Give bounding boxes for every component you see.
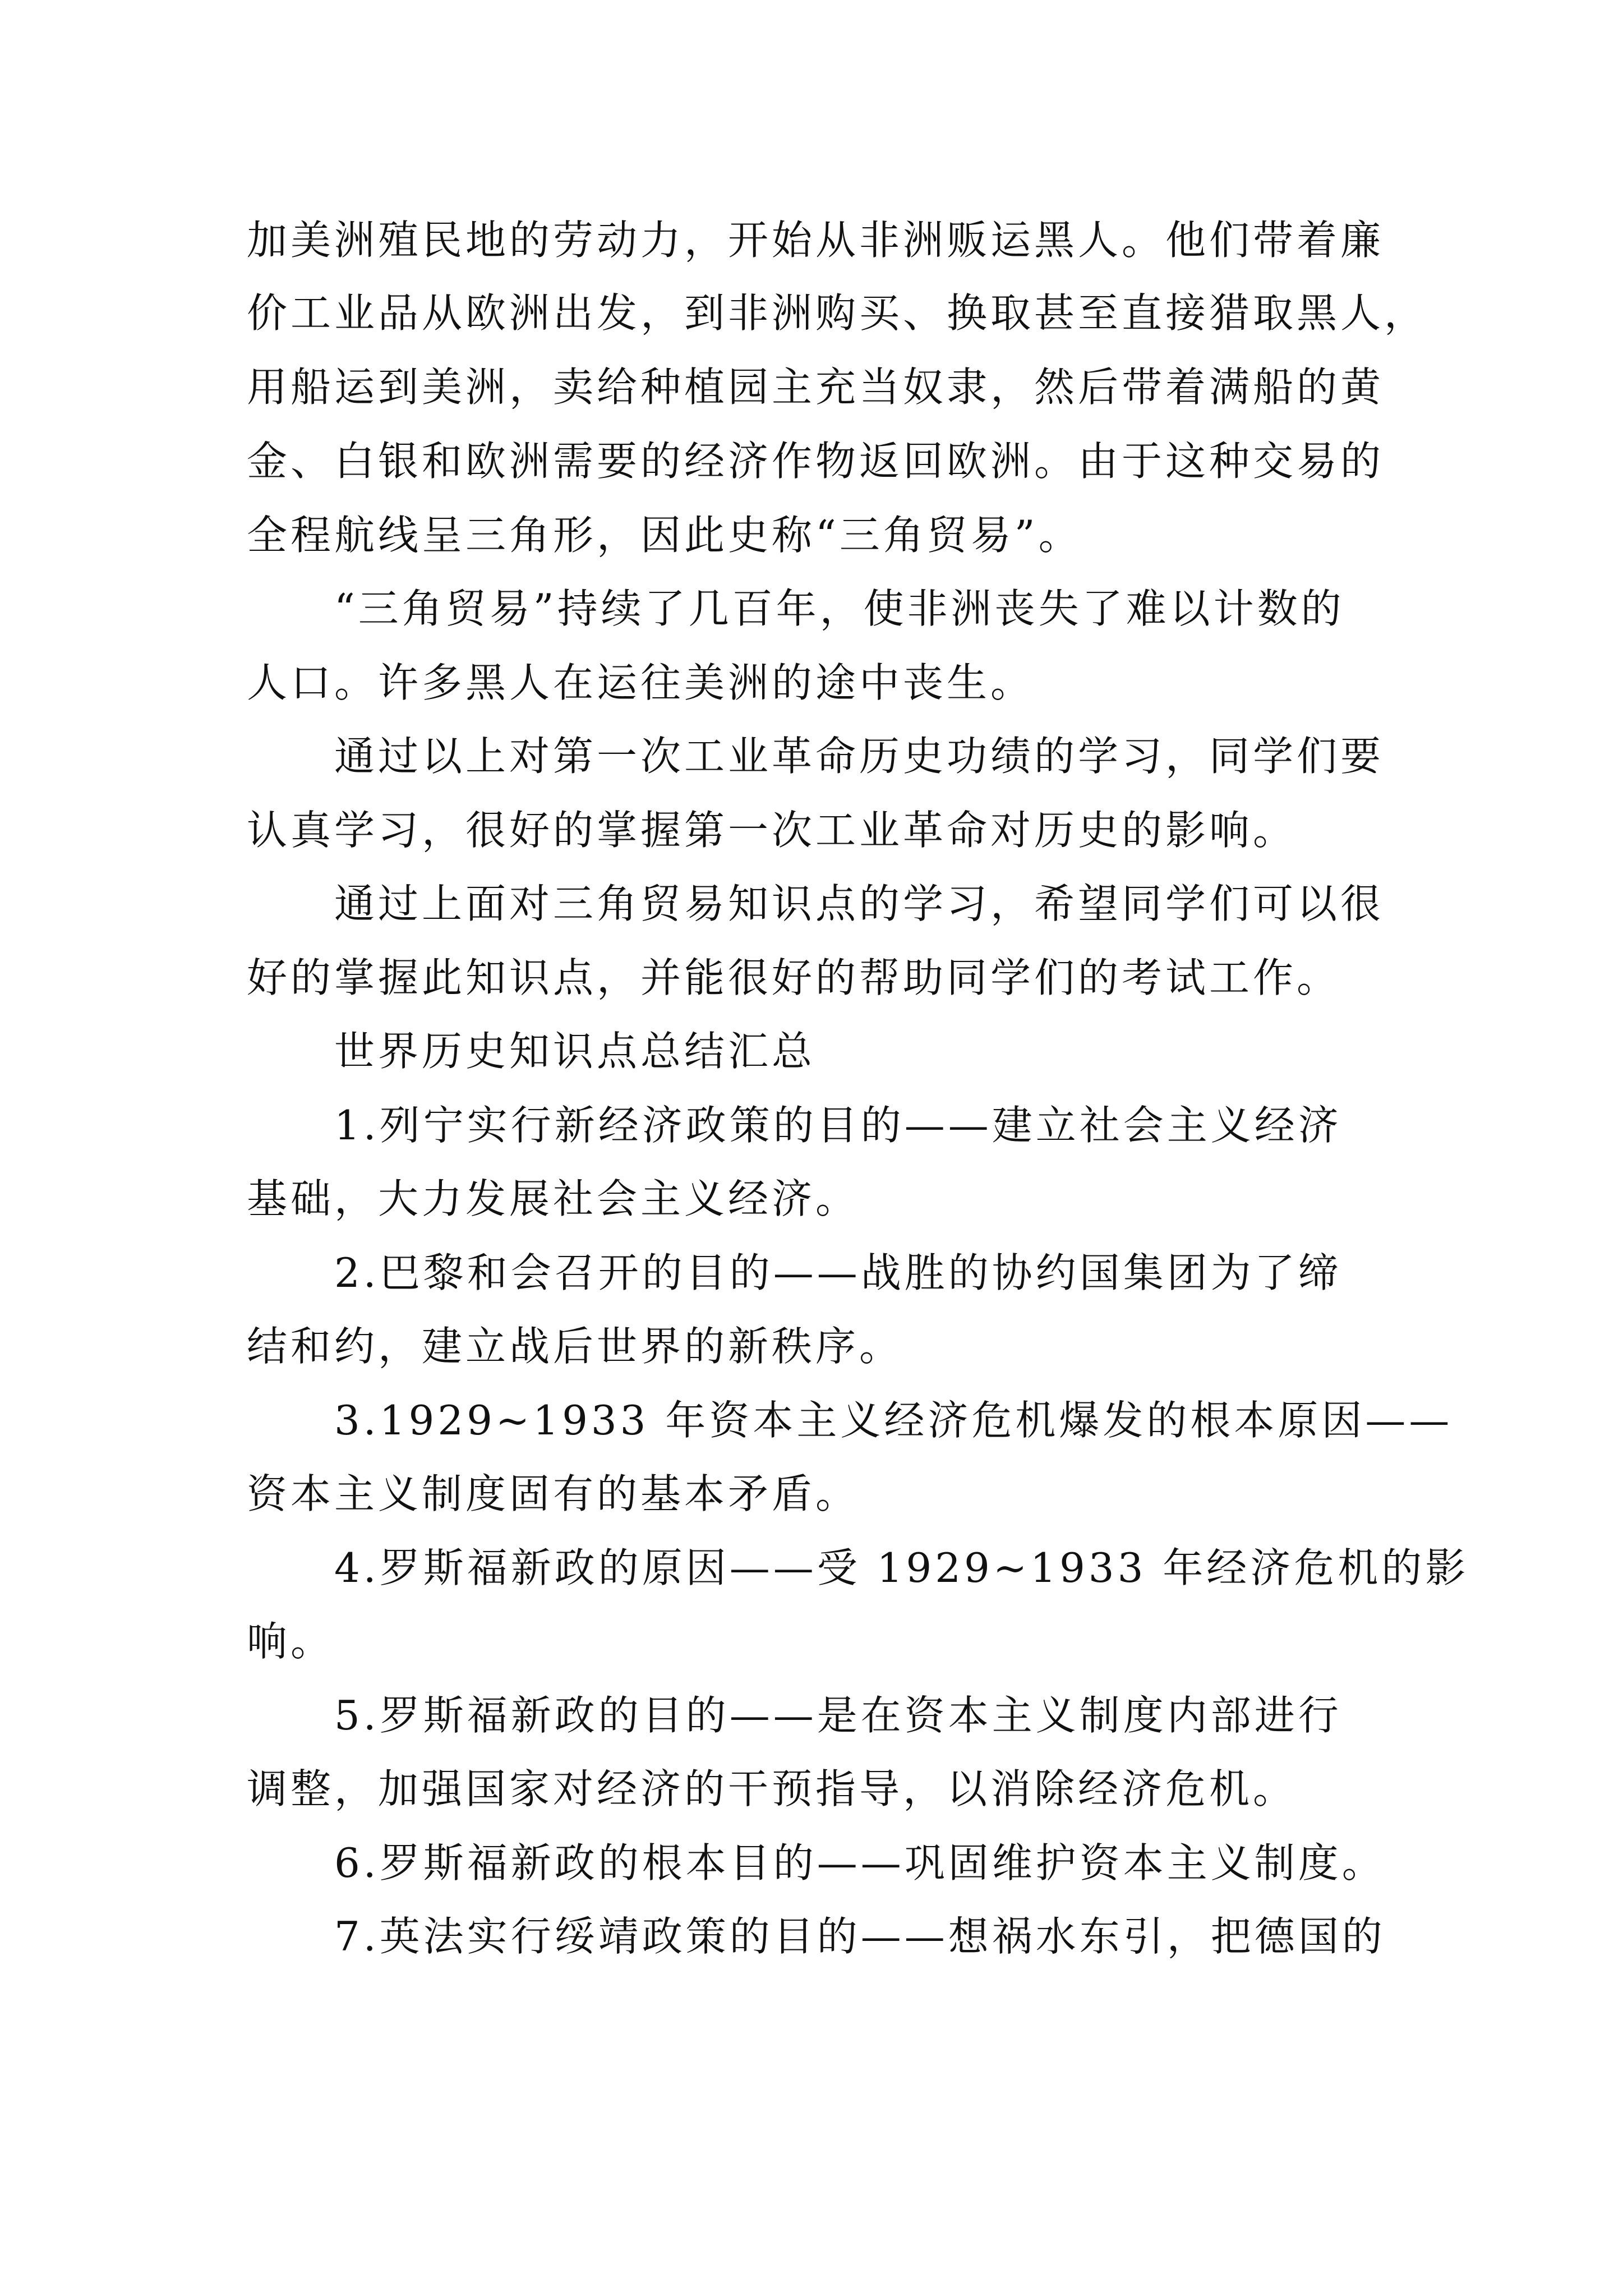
text-line: 价工业品从欧洲出发，到非洲购买、换取甚至直接猎取黑人， (247, 289, 1428, 337)
list-item: 1.列宁实行新经济政策的目的——建立社会主义经济 (334, 1102, 1342, 1149)
text-line: 加美洲殖民地的劳动力，开始从非洲贩运黑人。他们带着廉 (247, 217, 1385, 264)
list-item: 2.巴黎和会召开的目的——战胜的协约国集团为了缔 (334, 1249, 1342, 1296)
text-line: 金、白银和欧洲需要的经济作物返回欧洲。由于这种交易的 (247, 438, 1385, 485)
list-item: 7.英法实行绥靖政策的目的——想祸水东引，把德国的 (334, 1913, 1386, 1960)
text-line: 结和约，建立战后世界的新秩序。 (247, 1323, 903, 1370)
text-line: 好的掌握此知识点，并能很好的帮助同学们的考试工作。 (247, 954, 1341, 1001)
text-line: 调整，加强国家对经济的干预指导，以消除经济危机。 (247, 1765, 1297, 1812)
text-line: 通过上面对三角贸易知识点的学习，希望同学们可以很 (334, 880, 1385, 927)
list-item: 3.1929~1933 年资本主义经济危机爆发的根本原因—— (334, 1397, 1453, 1444)
text-line: 资本主义制度固有的基本矛盾。 (247, 1470, 860, 1517)
list-item: 5.罗斯福新政的目的——是在资本主义制度内部进行 (334, 1692, 1342, 1739)
text-line: 认真学习，很好的掌握第一次工业革命对历史的影响。 (247, 807, 1297, 854)
text-line: 响。 (247, 1618, 335, 1665)
text-line: 用船运到美洲，卖给种植园主充当奴隶，然后带着满船的黄 (247, 364, 1385, 411)
text-line: “三角贸易”持续了几百年，使非洲丧失了难以计数的 (334, 585, 1345, 632)
text-line: 全程航线呈三角形，因此史称“三角贸易”。 (247, 512, 1082, 559)
text-line: 通过以上对第一次工业革命历史功绩的学习，同学们要 (334, 733, 1385, 780)
text-line: 基础，大力发展社会主义经济。 (247, 1175, 860, 1222)
list-item: 4.罗斯福新政的原因——受 1929~1933 年经济危机的影 (334, 1544, 1469, 1591)
text-line: 人口。许多黑人在运往美洲的途中丧生。 (247, 659, 1035, 706)
list-item: 6.罗斯福新政的根本目的——巩固维护资本主义制度。 (334, 1839, 1386, 1887)
section-heading: 世界历史知识点总结汇总 (334, 1028, 816, 1075)
